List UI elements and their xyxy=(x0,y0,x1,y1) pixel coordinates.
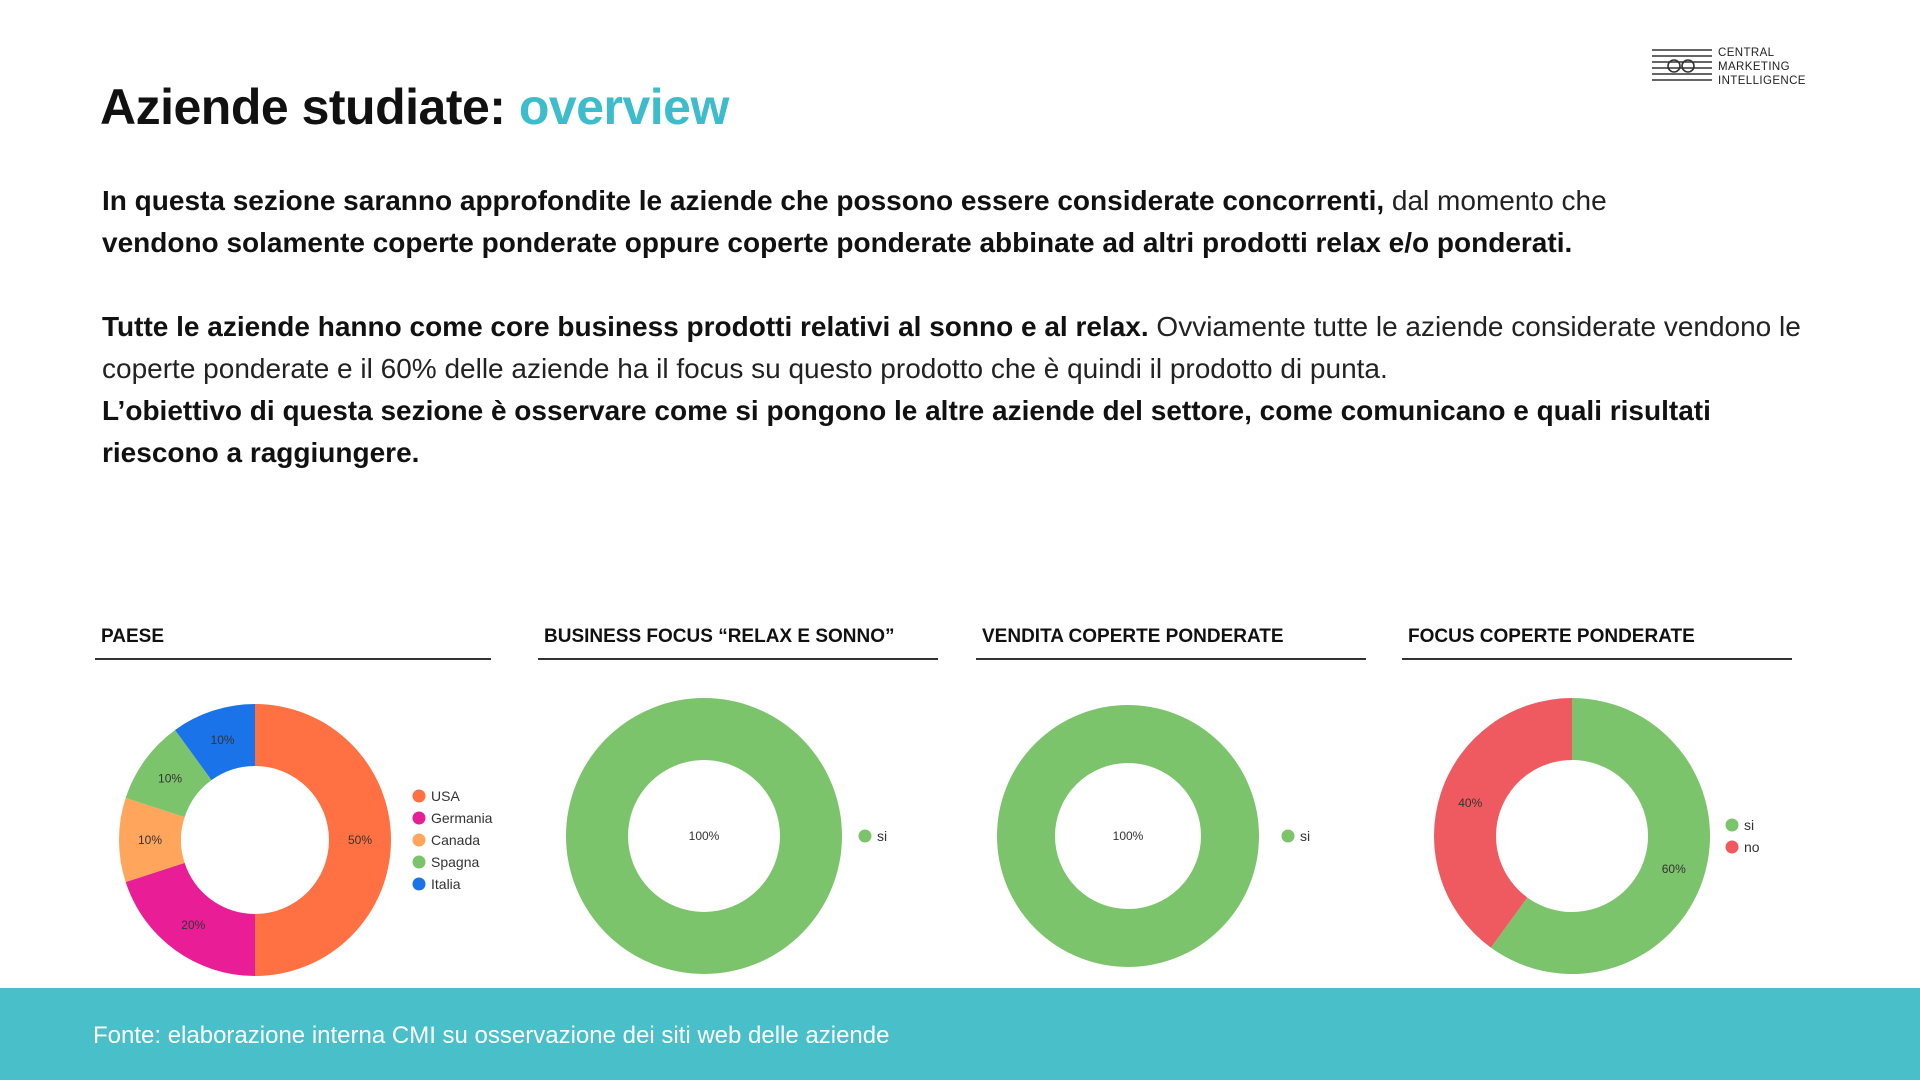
chart-svg-paese xyxy=(95,666,495,982)
legend-marker-si xyxy=(1726,819,1739,832)
legend-label-usa: USA xyxy=(431,788,460,804)
chart-svg-focus-coperte xyxy=(1402,666,1792,982)
legend-label-spagna: Spagna xyxy=(431,854,480,870)
data-label-si: 100% xyxy=(688,829,720,843)
chart-rule xyxy=(1402,658,1792,660)
legend-marker-si xyxy=(859,830,872,843)
chart-title-business-focus: BUSINESS FOCUS “RELAX E SONNO” xyxy=(544,626,895,647)
p1-bold: In questa sezione saranno approfondite le aziende che possono essere considerate concorrenti, xyxy=(102,185,1385,216)
source-note: Fonte: elaborazione interna CMI su osservazione dei siti web delle aziende xyxy=(93,1022,890,1049)
paragraph-2 xyxy=(102,306,1802,390)
legend-label-si: si xyxy=(1300,828,1311,844)
chart-title-vendita: VENDITA COPERTE PONDERATE xyxy=(982,626,1284,647)
legend-marker-spagna xyxy=(413,856,426,869)
data-label-usa: 50% xyxy=(347,833,373,847)
legend-label-si: si xyxy=(877,828,888,844)
p2-bold: Tutte le aziende hanno come core business prodotti relativi al sonno e al relax. xyxy=(102,311,1149,342)
title-main: Aziende studiate: xyxy=(100,79,506,135)
title-accent: overview xyxy=(518,79,729,135)
legend-marker-canada xyxy=(413,834,426,847)
data-label-spagna: 10% xyxy=(158,771,183,786)
legend-marker-si xyxy=(1282,830,1295,843)
paragraph-1 xyxy=(102,180,1802,264)
p1-regular: dal momento che xyxy=(1384,185,1607,216)
chart-business-focus xyxy=(538,622,938,982)
chart-vendita xyxy=(976,622,1366,982)
data-label-no: 40% xyxy=(1458,795,1483,810)
data-label-si: 60% xyxy=(1661,862,1686,877)
chart-svg-vendita xyxy=(976,666,1366,982)
legend-marker-no xyxy=(1726,841,1739,854)
data-label-germania: 20% xyxy=(181,917,206,932)
chart-title-focus-coperte: FOCUS COPERTE PONDERATE xyxy=(1408,626,1695,647)
chart-paese xyxy=(95,622,495,982)
chart-rule xyxy=(95,658,491,660)
data-label-canada: 10% xyxy=(137,833,163,847)
data-label-si: 100% xyxy=(1112,829,1144,843)
p2-regular: Ovviamente tutte le aziende considerate vendono le coperte ponderate e il 60% delle aziende ha il focus su questo prodotto che è quindi il prodotto di punta. xyxy=(102,311,1801,384)
chart-rule xyxy=(976,658,1366,660)
page-title xyxy=(100,78,729,136)
logo-text: CENTRAL MARKETING INTELLIGENCE xyxy=(1718,47,1806,87)
cmi-logo xyxy=(1650,46,1830,90)
chart-rule xyxy=(538,658,938,660)
legend-label-canada: Canada xyxy=(431,832,481,848)
chart-svg-business-focus xyxy=(538,666,938,982)
legend-label-si: si xyxy=(1744,817,1755,833)
legend-label-italia: Italia xyxy=(431,876,461,892)
legend-marker-germania xyxy=(413,812,426,825)
paragraph-3 xyxy=(102,390,1802,474)
data-label-italia: 10% xyxy=(210,733,235,748)
intro-text xyxy=(102,180,1802,474)
p3-bold: L’obiettivo di questa sezione è osservare come si pongono le altre aziende del settore, come comunicano e quali risultati riescono a raggiungere. xyxy=(102,395,1711,468)
chart-title-paese: PAESE xyxy=(101,626,165,647)
chart-focus-coperte xyxy=(1402,622,1792,982)
p1-bold-2: vendono solamente coperte ponderate oppure coperte ponderate abbinate ad altri prodotti relax e/o ponderati. xyxy=(102,227,1573,258)
footer-bar xyxy=(0,988,1920,1080)
legend-marker-italia xyxy=(413,878,426,891)
cmi-logo-mark xyxy=(1650,46,1714,86)
legend-marker-usa xyxy=(413,790,426,803)
legend-label-germania: Germania xyxy=(431,810,493,826)
legend-label-no: no xyxy=(1744,839,1760,855)
